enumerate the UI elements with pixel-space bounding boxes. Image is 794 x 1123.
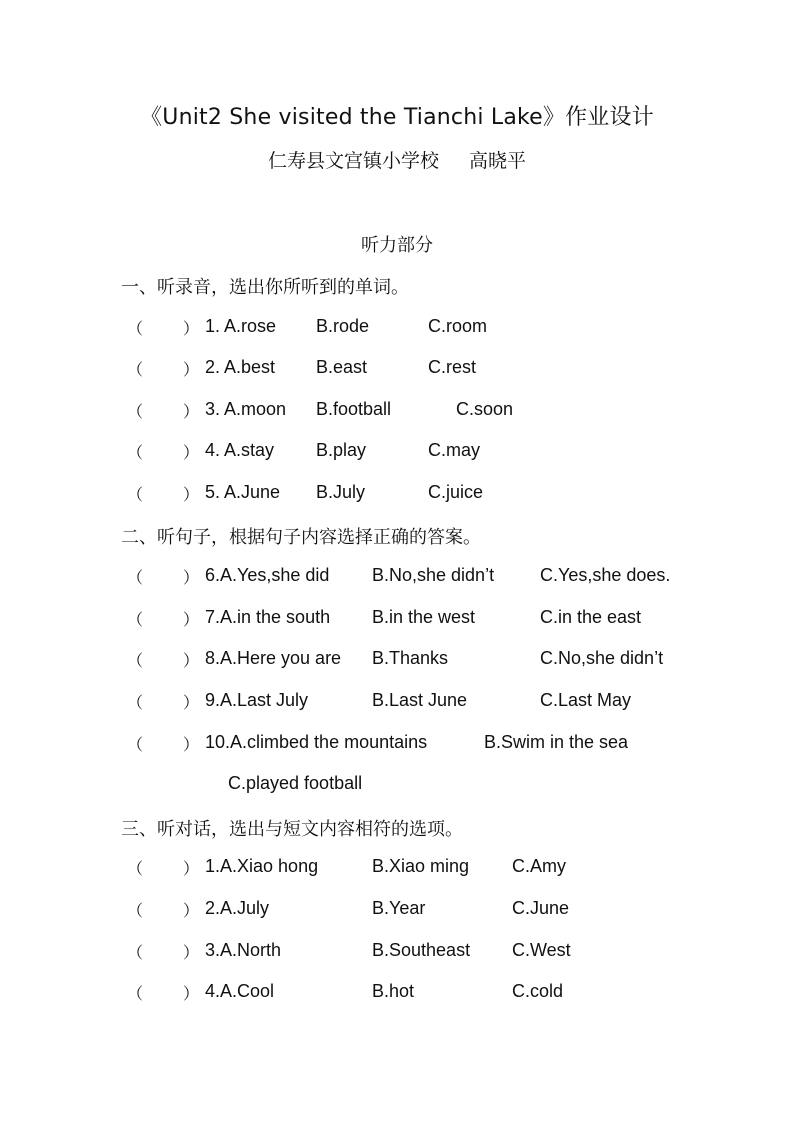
- option-a: 9.A.Last July: [205, 690, 309, 710]
- question-row: [0, 732, 794, 758]
- option-b: B.Swim in the sea: [484, 732, 629, 752]
- option-c: C.rest: [428, 357, 477, 377]
- option-a: 6.A.Yes,she did: [205, 565, 330, 585]
- part2-heading: 二、听句子，根据句子内容选择正确的答案。: [121, 527, 481, 548]
- option-a: 2.A.July: [205, 898, 270, 918]
- option-b: B.Last June: [372, 690, 468, 710]
- answer-paren-left: （: [127, 360, 144, 379]
- option-a: 3.A.North: [205, 940, 282, 960]
- part1-heading: 一、听录音，选出你所听到的单词。: [121, 277, 409, 298]
- school-name: 仁寿县文宫镇小学校: [267, 150, 439, 172]
- question-row-continued: [0, 773, 794, 799]
- answer-paren-right: ）: [183, 485, 200, 504]
- answer-paren-left: （: [127, 443, 144, 462]
- author-line: [0, 146, 794, 173]
- option-b: B.rode: [316, 316, 370, 336]
- option-a: 4.A.Cool: [205, 981, 275, 1001]
- author-name: 高晓平: [469, 150, 527, 172]
- question-row: [0, 607, 794, 633]
- answer-paren-left: （: [127, 319, 144, 338]
- option-a: 3. A.moon: [205, 399, 287, 419]
- option-a: 4. A.stay: [205, 440, 275, 460]
- option-c: C.soon: [456, 399, 514, 419]
- answer-paren-right: ）: [183, 360, 200, 379]
- option-b: B.Thanks: [372, 648, 449, 668]
- option-c: C.played football: [228, 773, 363, 793]
- answer-paren-right: ）: [183, 693, 200, 712]
- question-row: [0, 482, 794, 508]
- option-b: B.Southeast: [372, 940, 471, 960]
- answer-paren-left: （: [127, 610, 144, 629]
- answer-paren-left: （: [127, 568, 144, 587]
- option-c: C.may: [428, 440, 481, 460]
- option-c: C.room: [428, 316, 488, 336]
- answer-paren-right: ）: [183, 610, 200, 629]
- answer-paren-right: ）: [183, 651, 200, 670]
- question-row: [0, 399, 794, 425]
- answer-paren-left: （: [127, 402, 144, 421]
- option-a: 1.A.Xiao hong: [205, 856, 319, 876]
- answer-paren-right: ）: [183, 859, 200, 878]
- question-row: [0, 565, 794, 591]
- option-c: C.Last May: [540, 690, 632, 710]
- option-c: C.West: [512, 940, 571, 960]
- answer-paren-right: ）: [183, 901, 200, 920]
- answer-paren-left: （: [127, 859, 144, 878]
- option-a: 8.A.Here you are: [205, 648, 342, 668]
- answer-paren-right: ）: [183, 568, 200, 587]
- option-b: B.football: [316, 399, 392, 419]
- question-row: [0, 690, 794, 716]
- question-row: [0, 981, 794, 1007]
- section-title: 听力部分: [361, 235, 433, 256]
- option-a: 10.A.climbed the mountains: [205, 732, 428, 752]
- answer-paren-right: ）: [183, 984, 200, 1003]
- answer-paren-left: （: [127, 984, 144, 1003]
- option-b: B.play: [316, 440, 367, 460]
- question-row: [0, 440, 794, 466]
- question-row: [0, 316, 794, 342]
- answer-paren-right: ）: [183, 735, 200, 754]
- question-row: [0, 856, 794, 882]
- part3-heading: 三、听对话，选出与短文内容相符的选项。: [121, 819, 463, 840]
- question-row: [0, 357, 794, 383]
- option-b: B.Xiao ming: [372, 856, 470, 876]
- answer-paren-left: （: [127, 943, 144, 962]
- option-a: 7.A.in the south: [205, 607, 331, 627]
- question-row: [0, 648, 794, 674]
- answer-paren-right: ）: [183, 443, 200, 462]
- option-a: 1. A.rose: [205, 316, 277, 336]
- option-b: B.Year: [372, 898, 426, 918]
- option-b: B.east: [316, 357, 368, 377]
- option-c: C.Amy: [512, 856, 566, 876]
- answer-paren-left: （: [127, 735, 144, 754]
- answer-paren-left: （: [127, 651, 144, 670]
- answer-paren-left: （: [127, 693, 144, 712]
- option-c: C.cold: [512, 981, 564, 1001]
- answer-paren-left: （: [127, 485, 144, 504]
- question-row: [0, 898, 794, 924]
- answer-paren-left: （: [127, 901, 144, 920]
- option-a: 5. A.June: [205, 482, 281, 502]
- option-a: 2. A.best: [205, 357, 276, 377]
- option-b: B.in the west: [372, 607, 476, 627]
- answer-paren-right: ）: [183, 402, 200, 421]
- option-c: C.No,she didn’t: [540, 648, 664, 668]
- option-b: B.No,she didn’t: [372, 565, 495, 585]
- option-c: C.Yes,she does.: [540, 565, 671, 585]
- answer-paren-right: ）: [183, 319, 200, 338]
- answer-paren-right: ）: [183, 943, 200, 962]
- option-c: C.June: [512, 898, 570, 918]
- option-c: C.in the east: [540, 607, 642, 627]
- question-row: [0, 940, 794, 966]
- option-b: B.July: [316, 482, 366, 502]
- option-b: B.hot: [372, 981, 415, 1001]
- page-title: 《Unit2 She visited the Tianchi Lake》作业设计: [140, 105, 654, 130]
- option-c: C.juice: [428, 482, 484, 502]
